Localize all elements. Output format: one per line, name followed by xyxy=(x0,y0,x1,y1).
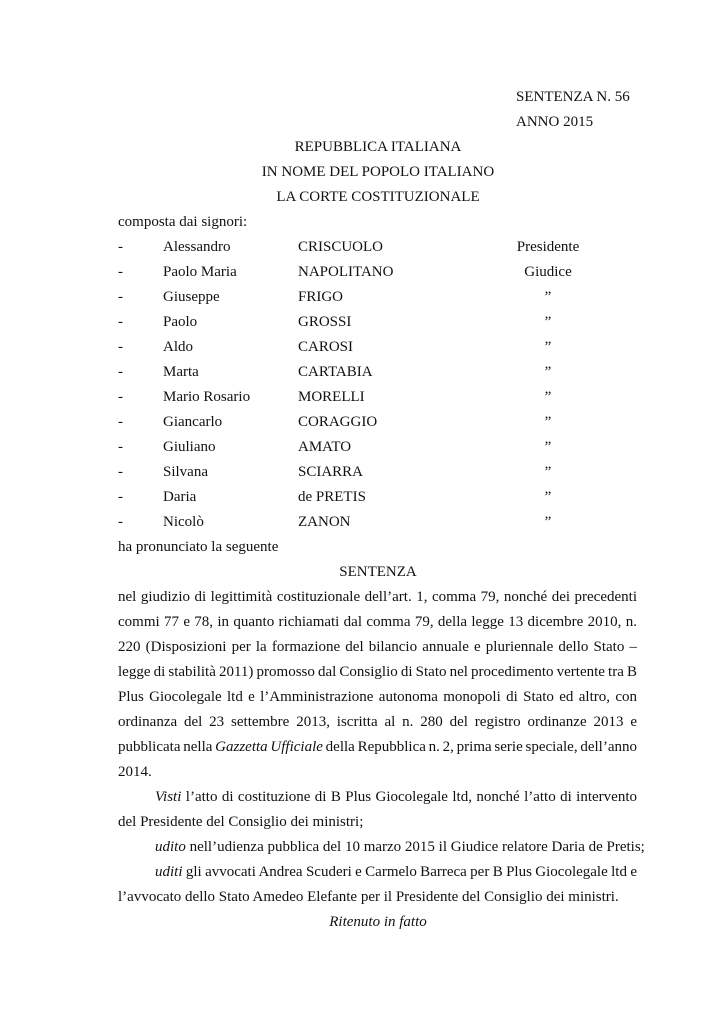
gazzetta-title: Gazzetta Ufficiale xyxy=(215,739,323,755)
judge-row xyxy=(118,510,638,535)
judge-first: Aldo xyxy=(163,339,193,355)
judge-first: Daria xyxy=(163,489,197,505)
judge-first: Paolo xyxy=(163,314,198,330)
ritenuto-text: Ritenuto in fatto xyxy=(329,914,427,930)
judge-row xyxy=(118,435,638,460)
visti-line2: del Presidente del Consiglio dei ministri; xyxy=(118,814,364,830)
body-line: 220 (Disposizioni per la formazione del bilancio annuale e pluriennale dello Stato – xyxy=(118,639,637,655)
body-line: Plus Giocolegale ltd e l’Amministrazione autonoma monopoli di Stato ed altro, con xyxy=(118,689,637,705)
pronounced-text: ha pronunciato la seguente xyxy=(118,539,279,555)
judge-dash: - xyxy=(118,389,123,405)
judge-row xyxy=(118,285,638,310)
judge-first: Marta xyxy=(163,364,199,380)
judge-role: ” xyxy=(544,514,552,530)
judge-role: ” xyxy=(544,464,552,480)
text: pubblicata nella xyxy=(118,739,216,755)
judge-last: CORAGGIO xyxy=(298,414,378,430)
judge-first: Mario Rosario xyxy=(163,389,251,405)
composed-intro: composta dai signori: xyxy=(118,214,248,230)
judge-first: Alessandro xyxy=(163,239,231,255)
body-line: nel giudizio di legittimità costituzionale dell’art. 1, comma 79, nonché dei precedenti xyxy=(118,589,637,605)
sentence-year: ANNO 2015 xyxy=(516,114,594,130)
judge-first: Giuseppe xyxy=(163,289,220,305)
title-people: IN NOME DEL POPOLO ITALIANO xyxy=(261,164,495,180)
judge-role: Presidente xyxy=(516,239,580,255)
judge-last: SCIARRA xyxy=(298,464,364,480)
ritenuto-heading xyxy=(118,910,638,935)
judge-last: de PRETIS xyxy=(298,489,366,505)
uditi-line2: l’avvocato dello Stato Amedeo Elefante per il Presidente del Consiglio dei ministri. xyxy=(118,889,619,905)
judge-row xyxy=(118,260,638,285)
judge-last: CAROSI xyxy=(298,339,354,355)
judge-last: CARTABIA xyxy=(298,364,373,380)
judge-last: AMATO xyxy=(298,439,352,455)
judge-dash: - xyxy=(118,464,123,480)
judge-role: ” xyxy=(544,289,552,305)
judge-dash: - xyxy=(118,489,123,505)
judge-role: ” xyxy=(544,489,552,505)
visti-label: Visti xyxy=(155,789,182,805)
judge-last: GROSSI xyxy=(298,314,352,330)
judge-dash: - xyxy=(118,264,123,280)
title-republic: REPUBBLICA ITALIANA xyxy=(294,139,462,155)
judge-role: ” xyxy=(544,414,552,430)
title-court: LA CORTE COSTITUZIONALE xyxy=(276,189,480,205)
uditi-line xyxy=(155,860,637,885)
judge-dash: - xyxy=(118,439,123,455)
sentence-heading: SENTENZA xyxy=(339,564,417,580)
judge-dash: - xyxy=(118,239,123,255)
text: gli avvocati Andrea Scuderi e Carmelo Barreca per B Plus Giocolegale ltd e xyxy=(182,864,637,880)
judge-row xyxy=(118,385,638,410)
judge-row xyxy=(118,410,638,435)
judge-first: Nicolò xyxy=(163,514,204,530)
judge-row xyxy=(118,360,638,385)
body-line: ordinanza del 23 settembre 2013, iscritta al n. 280 del registro ordinanze 2013 e xyxy=(118,714,637,730)
text: nell’udienza pubblica del 10 marzo 2015 il Giudice relatore Daria de Pretis; xyxy=(185,839,645,855)
text: della Repubblica n. 2, prima serie speciale, dell’anno xyxy=(322,739,637,755)
judge-dash: - xyxy=(118,364,123,380)
judge-role: ” xyxy=(544,364,552,380)
judge-last: NAPOLITANO xyxy=(298,264,394,280)
judge-row xyxy=(118,460,638,485)
judge-dash: - xyxy=(118,314,123,330)
judge-first: Giuliano xyxy=(163,439,216,455)
uditi-label: uditi xyxy=(155,864,183,880)
judge-dash: - xyxy=(118,414,123,430)
judge-last: FRIGO xyxy=(298,289,344,305)
sentence-number: SENTENZA N. 56 xyxy=(516,89,630,105)
judge-last: CRISCUOLO xyxy=(298,239,384,255)
judge-first: Silvana xyxy=(163,464,208,480)
judge-dash: - xyxy=(118,514,123,530)
judge-dash: - xyxy=(118,289,123,305)
judge-row xyxy=(118,235,638,260)
visti-line xyxy=(155,785,637,810)
judge-role: ” xyxy=(544,339,552,355)
judge-role: ” xyxy=(544,389,552,405)
body-line: 2014. xyxy=(118,764,152,780)
body-line: commi 77 e 78, in quanto richiamati dal comma 79, della legge 13 dicembre 2010, n. xyxy=(118,614,637,630)
judge-last: MORELLI xyxy=(298,389,365,405)
judge-first: Paolo Maria xyxy=(163,264,237,280)
judge-role: Giudice xyxy=(524,264,572,280)
judge-role: ” xyxy=(544,439,552,455)
judge-first: Giancarlo xyxy=(163,414,223,430)
text: l’atto di costituzione di B Plus Giocolegale ltd, nonché l’atto di intervento xyxy=(181,789,637,805)
udito-label: udito xyxy=(155,839,186,855)
judge-row xyxy=(118,485,638,510)
judge-dash: - xyxy=(118,339,123,355)
judge-last: ZANON xyxy=(298,514,351,530)
judge-role: ” xyxy=(544,314,552,330)
judge-row xyxy=(118,335,638,360)
body-line: legge di stabilità 2011) promosso dal Consiglio di Stato nel procedimento vertente tra B xyxy=(118,664,637,680)
body-line-gazzetta xyxy=(118,735,637,760)
judge-row xyxy=(118,310,638,335)
udito-line xyxy=(155,835,645,860)
